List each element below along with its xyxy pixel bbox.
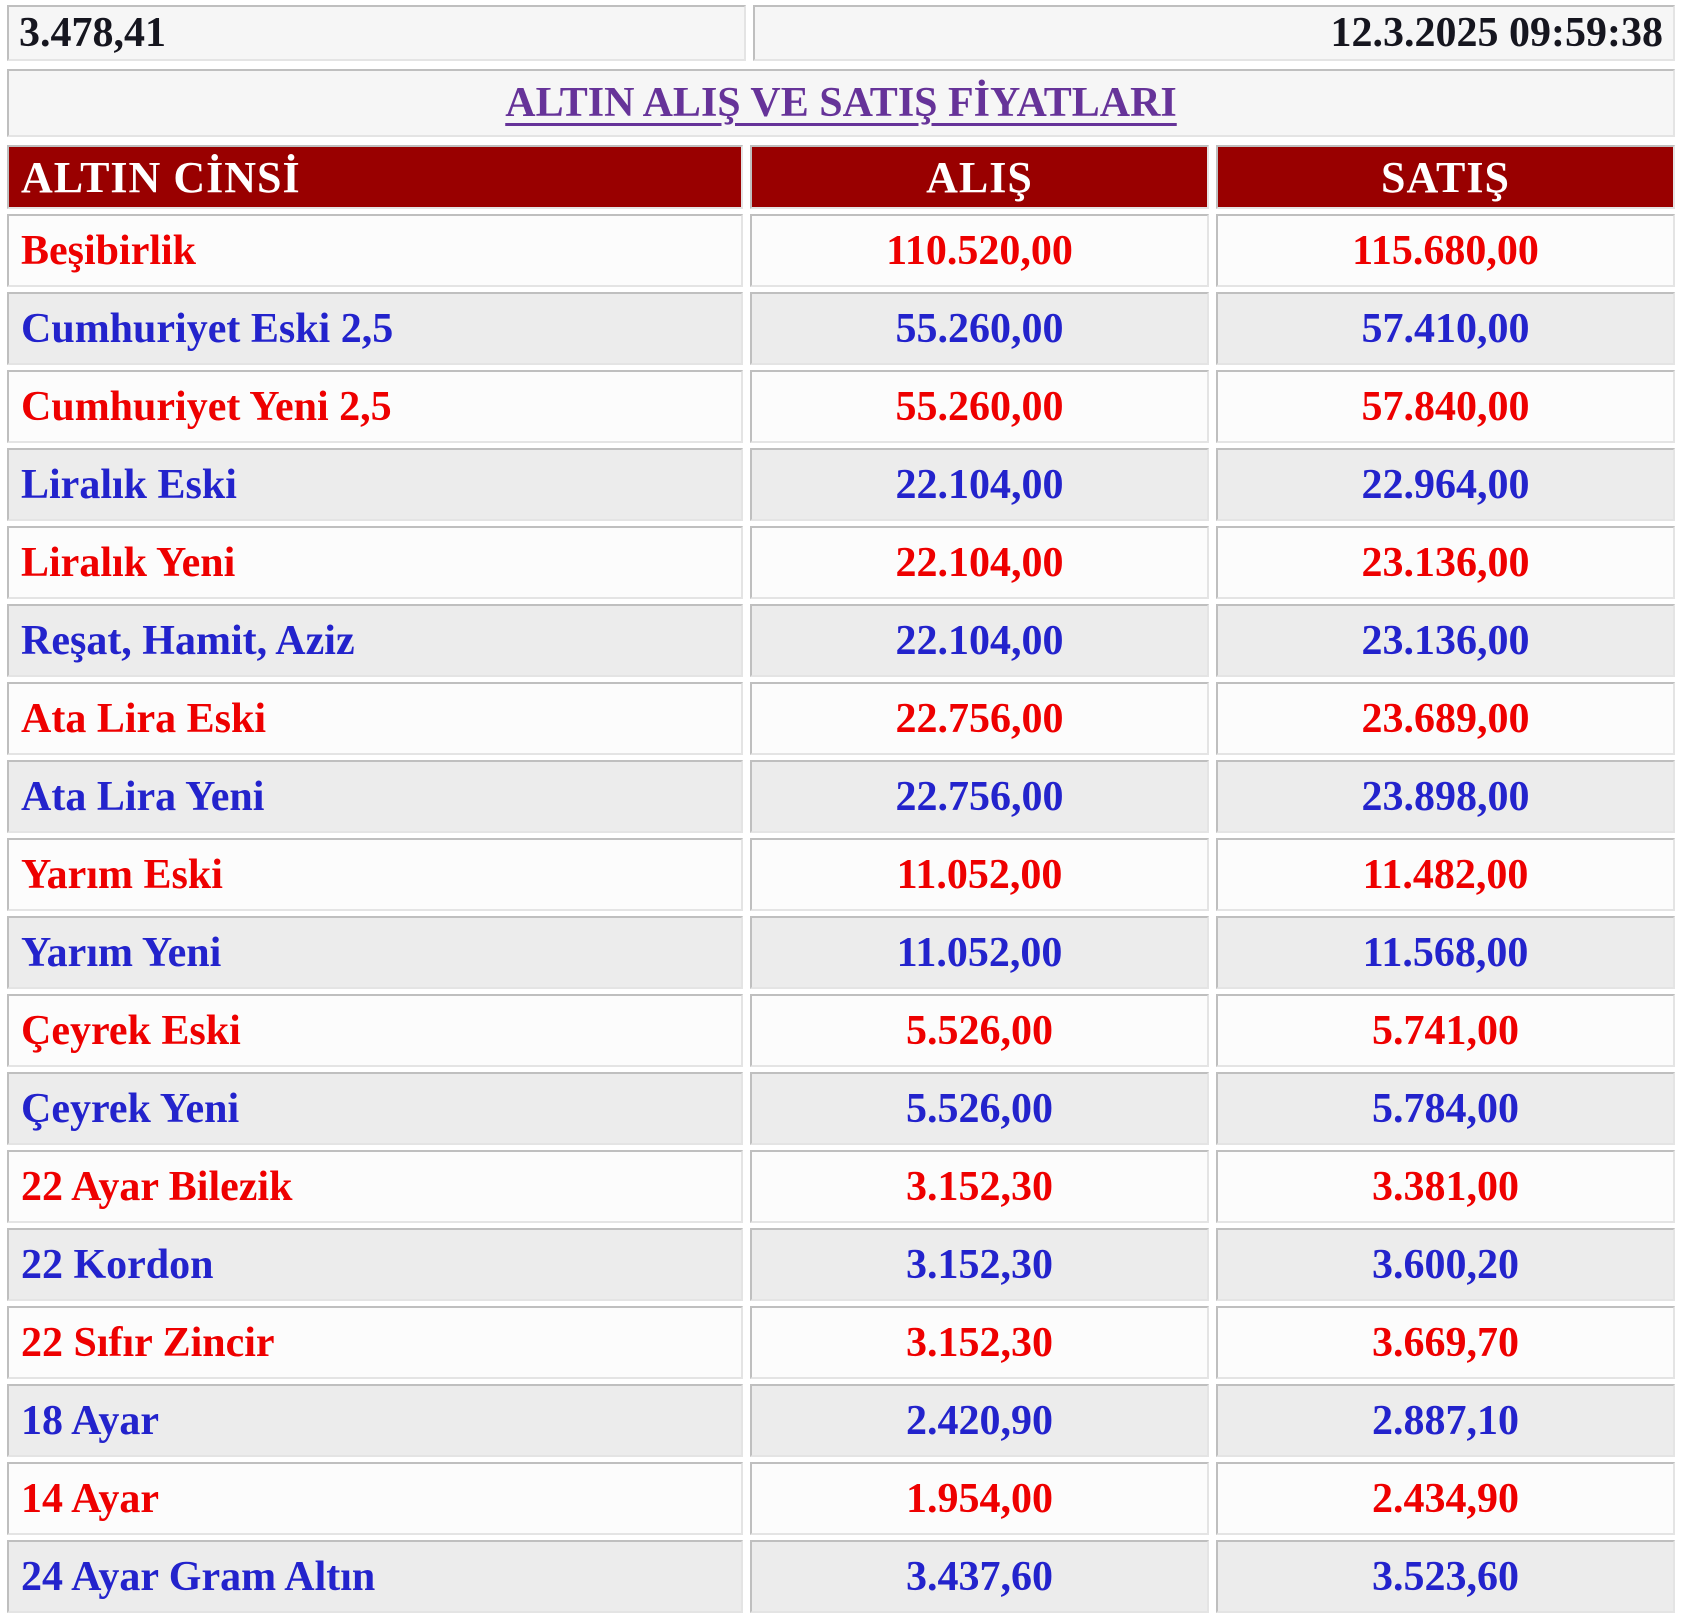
column-header-sell: SATIŞ bbox=[1216, 145, 1675, 209]
table-row bbox=[7, 604, 1675, 677]
buy-price-cell: 22.756,00 bbox=[750, 682, 1209, 755]
sell-price-cell: 23.689,00 bbox=[1216, 682, 1675, 755]
sell-price-cell: 5.784,00 bbox=[1216, 1072, 1675, 1145]
table-row bbox=[7, 916, 1675, 989]
sell-price-cell: 22.964,00 bbox=[1216, 448, 1675, 521]
gold-type-cell: 22 Sıfır Zincir bbox=[7, 1306, 743, 1379]
sell-price-cell: 3.523,60 bbox=[1216, 1540, 1675, 1613]
gold-type-cell: Ata Lira Eski bbox=[7, 682, 743, 755]
gold-type-cell: 14 Ayar bbox=[7, 1462, 743, 1535]
column-header-buy: ALIŞ bbox=[750, 145, 1209, 209]
buy-price-cell: 5.526,00 bbox=[750, 1072, 1209, 1145]
gold-type-cell: 22 Kordon bbox=[7, 1228, 743, 1301]
table-row bbox=[7, 1384, 1675, 1457]
sell-price-cell: 57.840,00 bbox=[1216, 370, 1675, 443]
buy-price-cell: 110.520,00 bbox=[750, 214, 1209, 287]
buy-price-cell: 11.052,00 bbox=[750, 916, 1209, 989]
buy-price-cell: 22.756,00 bbox=[750, 760, 1209, 833]
timestamp: 12.3.2025 09:59:38 bbox=[753, 5, 1675, 61]
gold-type-cell: Liralık Eski bbox=[7, 448, 743, 521]
buy-price-cell: 3.152,30 bbox=[750, 1306, 1209, 1379]
buy-price-cell: 11.052,00 bbox=[750, 838, 1209, 911]
sell-price-cell: 23.898,00 bbox=[1216, 760, 1675, 833]
gold-type-cell: Cumhuriyet Eski 2,5 bbox=[7, 292, 743, 365]
title-band bbox=[0, 64, 1682, 142]
gold-type-cell: Ata Lira Yeni bbox=[7, 760, 743, 833]
sell-price-cell: 5.741,00 bbox=[1216, 994, 1675, 1067]
buy-price-cell: 55.260,00 bbox=[750, 370, 1209, 443]
gold-type-cell: Cumhuriyet Yeni 2,5 bbox=[7, 370, 743, 443]
table-row bbox=[7, 1072, 1675, 1145]
sell-price-cell: 3.600,20 bbox=[1216, 1228, 1675, 1301]
buy-price-cell: 3.152,30 bbox=[750, 1228, 1209, 1301]
gold-type-cell: Liralık Yeni bbox=[7, 526, 743, 599]
sell-price-cell: 11.568,00 bbox=[1216, 916, 1675, 989]
sell-price-cell: 2.434,90 bbox=[1216, 1462, 1675, 1535]
buy-price-cell: 5.526,00 bbox=[750, 994, 1209, 1067]
table-row bbox=[7, 292, 1675, 365]
table-row bbox=[7, 1462, 1675, 1535]
buy-price-cell: 1.954,00 bbox=[750, 1462, 1209, 1535]
sell-price-cell: 23.136,00 bbox=[1216, 526, 1675, 599]
gold-type-cell: 18 Ayar bbox=[7, 1384, 743, 1457]
gold-type-cell: Yarım Eski bbox=[7, 838, 743, 911]
table-row bbox=[7, 1540, 1675, 1613]
table-row bbox=[7, 760, 1675, 833]
header-row bbox=[7, 145, 1675, 209]
sell-price-cell: 3.669,70 bbox=[1216, 1306, 1675, 1379]
table-row bbox=[7, 448, 1675, 521]
column-header-gold-type: ALTIN CİNSİ bbox=[7, 145, 743, 209]
buy-price-cell: 55.260,00 bbox=[750, 292, 1209, 365]
gold-type-cell: 24 Ayar Gram Altın bbox=[7, 1540, 743, 1613]
sell-price-cell: 23.136,00 bbox=[1216, 604, 1675, 677]
table-row bbox=[7, 214, 1675, 287]
table-row bbox=[7, 838, 1675, 911]
sell-price-cell: 3.381,00 bbox=[1216, 1150, 1675, 1223]
table-row bbox=[7, 682, 1675, 755]
spot-price: 3.478,41 bbox=[7, 5, 746, 61]
table-row bbox=[7, 526, 1675, 599]
table-row bbox=[7, 1306, 1675, 1379]
table-row bbox=[7, 370, 1675, 443]
title-cell bbox=[7, 69, 1675, 137]
sell-price-cell: 11.482,00 bbox=[1216, 838, 1675, 911]
buy-price-cell: 22.104,00 bbox=[750, 526, 1209, 599]
page-title[interactable]: ALTIN ALIŞ VE SATIŞ FİYATLARI bbox=[505, 80, 1177, 126]
buy-price-cell: 3.152,30 bbox=[750, 1150, 1209, 1223]
table-row bbox=[7, 994, 1675, 1067]
top-bar bbox=[0, 0, 1682, 66]
buy-price-cell: 2.420,90 bbox=[750, 1384, 1209, 1457]
table-row bbox=[7, 1228, 1675, 1301]
sell-price-cell: 2.887,10 bbox=[1216, 1384, 1675, 1457]
sell-price-cell: 57.410,00 bbox=[1216, 292, 1675, 365]
gold-type-cell: Reşat, Hamit, Aziz bbox=[7, 604, 743, 677]
buy-price-cell: 22.104,00 bbox=[750, 604, 1209, 677]
table-row bbox=[7, 1150, 1675, 1223]
gold-type-cell: Çeyrek Yeni bbox=[7, 1072, 743, 1145]
prices-table bbox=[0, 140, 1682, 1618]
buy-price-cell: 3.437,60 bbox=[750, 1540, 1209, 1613]
gold-type-cell: 22 Ayar Bilezik bbox=[7, 1150, 743, 1223]
buy-price-cell: 22.104,00 bbox=[750, 448, 1209, 521]
gold-type-cell: Çeyrek Eski bbox=[7, 994, 743, 1067]
sell-price-cell: 115.680,00 bbox=[1216, 214, 1675, 287]
gold-type-cell: Beşibirlik bbox=[7, 214, 743, 287]
gold-type-cell: Yarım Yeni bbox=[7, 916, 743, 989]
